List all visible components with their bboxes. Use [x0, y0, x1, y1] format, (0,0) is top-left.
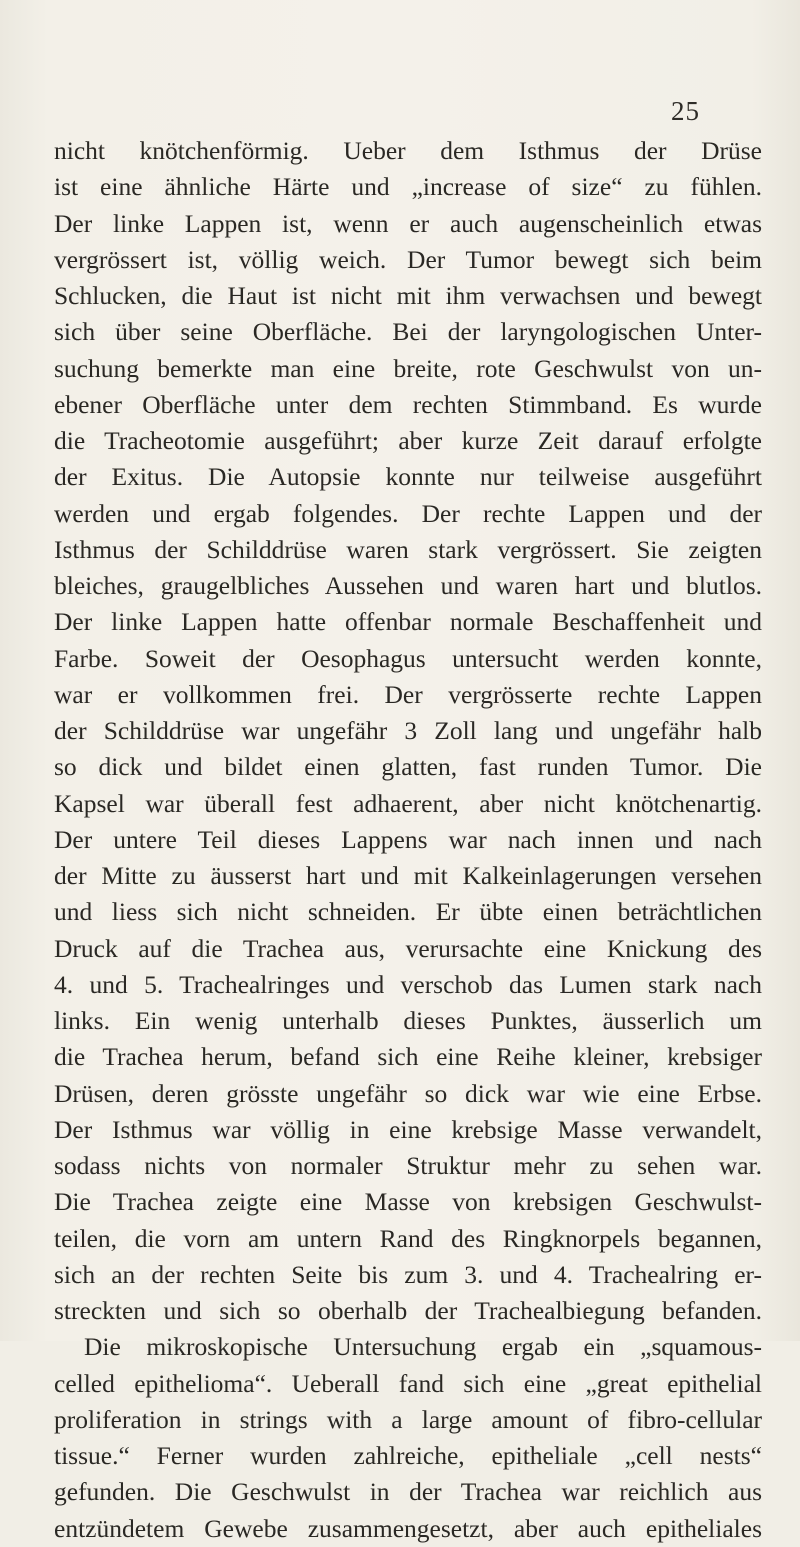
- text-line: der Schilddrüse war ungefähr 3 Zoll lang und ungefähr halb: [54, 716, 762, 745]
- text-line: suchung bemerkte man eine breite, rote Geschwulst von un-: [54, 353, 762, 383]
- text-line: links. Ein wenig unterhalb dieses Punktes, äusserlich um: [54, 1006, 762, 1035]
- body-text: [54, 133, 762, 1547]
- text-line: Schlucken, die Haut ist nicht mit ihm verwachsen und bewegt: [54, 281, 762, 310]
- text-line: Druck auf die Trachea aus, verursachte eine Knickung des: [54, 933, 762, 963]
- text-line: sich über seine Oberfläche. Bei der laryngologischen Unter-: [54, 317, 762, 347]
- text-line: Isthmus der Schilddrüse waren stark vergrössert. Sie zeigten: [54, 534, 762, 564]
- text-line: vergrössert ist, völlig weich. Der Tumor bewegt sich beim: [54, 244, 762, 274]
- text-line: der Mitte zu äusserst hart und mit Kalkeinlagerungen versehen: [54, 861, 762, 890]
- text-line: sich an der rechten Seite bis zum 3. und 4. Trachealring er-: [54, 1259, 762, 1289]
- text-line: Kapsel war überall fest adhaerent, aber nicht knötchenartig.: [54, 788, 762, 818]
- text-line: Farbe. Soweit der Oesophagus untersucht werden konnte,: [54, 643, 762, 673]
- text-line: werden und ergab folgendes. Der rechte Lappen und der: [54, 498, 762, 528]
- text-line: ebener Oberfläche unter dem rechten Stimmband. Es wurde: [54, 389, 762, 419]
- text-line: proliferation in strings with a large amount of fibro-cellular: [54, 1404, 762, 1434]
- text-line: gefunden. Die Geschwulst in der Trachea war reichlich aus: [54, 1477, 762, 1507]
- text-line: Die Trachea zeigte eine Masse von krebsigen Geschwulst-: [54, 1187, 762, 1217]
- text-line: Der linke Lappen hatte offenbar normale Beschaffenheit und: [54, 607, 762, 637]
- text-line: nicht knötchenförmig. Ueber dem Isthmus der Drüse: [54, 136, 762, 165]
- text-line: celled epithelioma“. Ueberall fand sich eine „great epithelial: [54, 1368, 762, 1398]
- text-line: tissue.“ Ferner wurden zahlreiche, epitheliale „cell nests“: [54, 1441, 762, 1470]
- text-line: die Tracheotomie ausgeführt; aber kurze Zeit darauf erfolgte: [54, 426, 762, 455]
- text-line: so dick und bildet einen glatten, fast runden Tumor. Die: [54, 752, 762, 782]
- text-line: Der linke Lappen ist, wenn er auch augenscheinlich etwas: [54, 208, 762, 238]
- text-line: Die mikroskopische Untersuchung ergab ein „squamous-: [84, 1332, 762, 1362]
- text-line: 4. und 5. Trachealringes und verschob das Lumen stark nach: [54, 969, 762, 999]
- page-number: 25: [671, 96, 700, 126]
- text-line: die Trachea herum, befand sich eine Reihe kleiner, krebsiger: [54, 1042, 762, 1072]
- text-line: entzündetem Gewebe zusammengesetzt, aber auch epitheliales: [54, 1513, 762, 1543]
- text-line: Der untere Teil dieses Lappens war nach innen und nach: [54, 824, 762, 854]
- text-line: war er vollkommen frei. Der vergrösserte rechte Lappen: [54, 679, 762, 709]
- text-line: teilen, die vorn am untern Rand des Ringknorpels begannen,: [54, 1223, 762, 1253]
- text-line: sodass nichts von normaler Struktur mehr zu sehen war.: [54, 1151, 762, 1180]
- text-line: und liess sich nicht schneiden. Er übte einen beträchtlichen: [54, 897, 762, 927]
- text-line: der Exitus. Die Autopsie konnte nur teilweise ausgeführt: [54, 462, 762, 492]
- text-line: Drüsen, deren grösste ungefähr so dick war wie eine Erbse.: [54, 1078, 762, 1108]
- text-line: streckten und sich so oberhalb der Trachealbiegung befanden.: [54, 1296, 762, 1325]
- text-line: ist eine ähnliche Härte und „increase of size“ zu fühlen.: [54, 172, 762, 202]
- text-line: bleiches, graugelbliches Aussehen und waren hart und blutlos.: [54, 571, 762, 600]
- text-line: Der Isthmus war völlig in eine krebsige Masse verwandelt,: [54, 1114, 762, 1144]
